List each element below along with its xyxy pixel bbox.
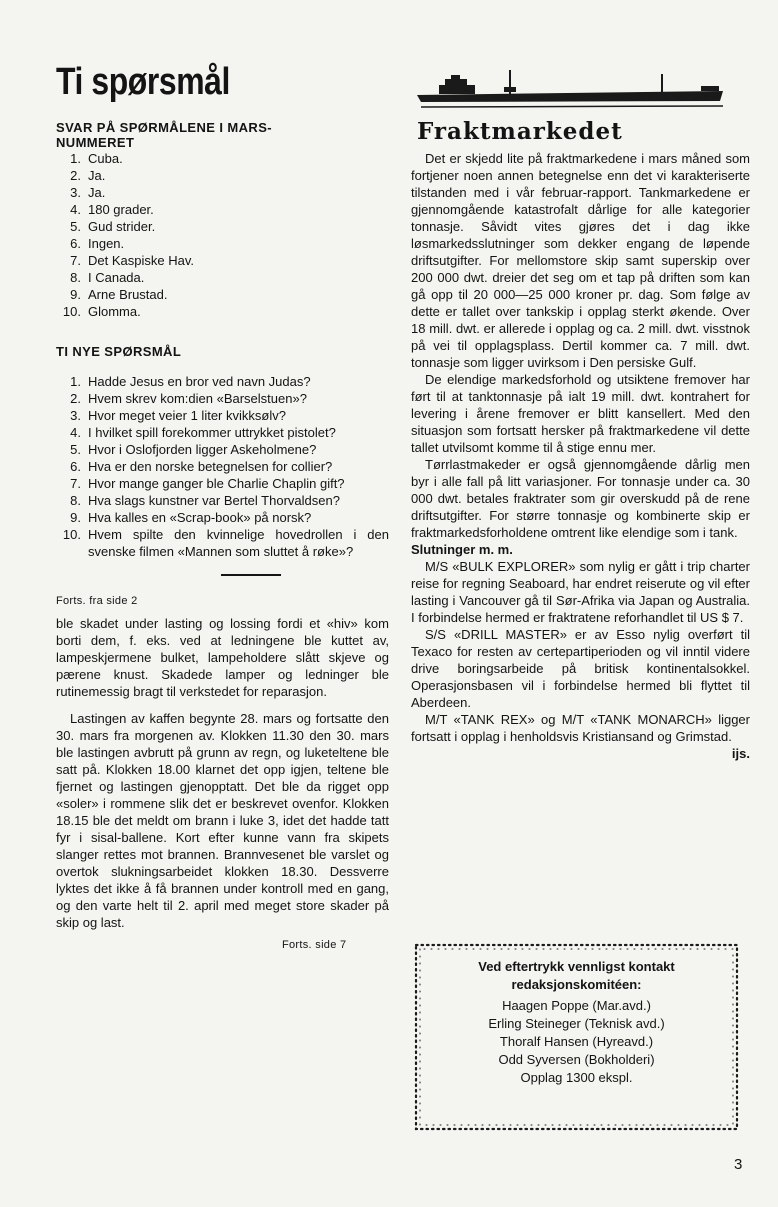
item-number: 2.: [70, 168, 81, 183]
committee-member: Odd Syversen (Bokholderi): [498, 1052, 655, 1067]
divider-rule: [221, 574, 281, 576]
paragraph-text: M/T «TANK REX» og M/T «TANK MONARCH» ligger fortsatt i opplag i henholdsvis Kristiansand og Grimstad.: [411, 712, 750, 744]
list-item: [56, 509, 389, 526]
box-heading-line1: Ved eftertrykk vennligst kontakt: [478, 959, 675, 974]
answers-heading: [56, 120, 389, 150]
freight-market-title: Fraktmarkedet: [417, 118, 623, 145]
committee-members: [427, 997, 726, 1069]
ship-icon: [411, 64, 731, 114]
list-item: [56, 526, 389, 560]
list-item: [56, 441, 389, 458]
item-number: 10.: [62, 527, 81, 542]
item-number: 9.: [70, 287, 81, 302]
item-number: 8.: [70, 493, 81, 508]
paragraph: Det er skjedd lite på fraktmarkedene i mars måned som fortjener noen annen betegnelse enn det vi karakteriserte tilstanden med i vår februar-rapport. Tankmarkedene er gjennomgående katastrofalt dårlige for alle kategorier tonnasje. Såvidt vites gjøres det i dag ikke løsmarkedsslutninger som dekker engang de løpende driftsutgifter. For mellomstore skip samt superskip over 200 000 dwt. dreier det seg om et tap på driften som kan gå opp til 20 000—25 000 kroner pr. dag. Som følge av dette er tallet over tankskip i opplag sterkt økende. Over 18 mill. dwt. er allerede i opplag og ca. 2 mill. dwt. visstnok på vei til opplagsplass. Dertil kommer ca. 7 mill. dwt. tonnasje som ligger uvirksom i Den persiske Gulf.: [411, 151, 750, 370]
questions-list: [56, 373, 389, 560]
answers-list: [56, 150, 389, 320]
list-item: [56, 303, 389, 320]
item-number: 3.: [70, 185, 81, 200]
item-text: Glomma.: [88, 304, 141, 319]
item-text: 180 grader.: [88, 202, 154, 217]
item-number: 5.: [70, 442, 81, 457]
list-item: [56, 167, 389, 184]
list-item: [56, 150, 389, 167]
item-text: Gud strider.: [88, 219, 156, 234]
list-item: [56, 373, 389, 390]
item-number: 1.: [70, 374, 81, 389]
left-column: [56, 60, 389, 951]
circulation: Opplag 1300 ekspl.: [520, 1070, 633, 1085]
item-number: 1.: [70, 151, 81, 166]
committee-member: Haagen Poppe (Mar.avd.): [502, 998, 651, 1013]
item-text: Arne Brustad.: [88, 287, 168, 302]
committee-member: Thoralf Hansen (Hyreavd.): [499, 1034, 654, 1049]
item-number: 10.: [62, 304, 81, 319]
item-number: 4.: [70, 202, 81, 217]
page-number: 3: [734, 1156, 743, 1173]
item-text: Ja.: [88, 185, 106, 200]
list-item: [56, 390, 389, 407]
item-number: 2.: [70, 391, 81, 406]
list-item: [56, 235, 389, 252]
paragraph: ble skadet under lasting og lossing fordi et «hiv» kom borti dem, f. eks. ved at ledningene ble kuttet av, lampeskjermene bulket, lampeholdere slått skjeve og pærene knust. Skadede lamper og ledninger ble rutinemessig bragt til verkstedet for reparasjon.: [56, 616, 389, 699]
item-text: Hvor i Oslofjorden ligger Askeholmene?: [88, 442, 317, 457]
list-item: [56, 218, 389, 235]
item-number: 7.: [70, 476, 81, 491]
paragraph: M/S «BULK EXPLORER» som nylig er gått i trip charter reise for regning Seaboard, har endret reiserute og vil efter lasting i Vancouver gå til Sør-Afrika via Japan og Australia. I forbindelse hermed er fraktratene reforhandlet til US $ 7.: [411, 559, 750, 625]
questions-heading: TI NYE SPØRSMÅL: [56, 344, 182, 359]
answers-heading-line2: NUMMERET: [56, 135, 135, 150]
paragraph: Tørrlastmakeder er også gjennomgående dårlig men byr i alle fall på litt variasjoner. For tonnasje under ca. 30 000 dwt. betales fraktrater som gir overskudd på de rene driftsutgifter. For større tonnasje og kombinerte skip er fraktmarkedsforholdene omtrent like elendige som i tank.: [411, 457, 750, 540]
signature: ijs.: [731, 746, 750, 761]
item-text: Hva er den norske betegnelsen for collier?: [88, 459, 333, 474]
item-text: Hva kalles en «Scrap-book» på norsk?: [88, 510, 312, 525]
list-item: [56, 458, 389, 475]
item-text: Hvor meget veier 1 liter kvikksølv?: [88, 408, 286, 423]
item-text: Hadde Jesus en bror ved navn Judas?: [88, 374, 311, 389]
item-text: I hvilket spill forekommer uttrykket pistolet?: [88, 425, 336, 440]
right-column: [411, 64, 750, 762]
list-item: [56, 201, 389, 218]
item-text: Hvem skrev kom:dien «Barselstuen»?: [88, 391, 307, 406]
list-item: [56, 252, 389, 269]
answers-heading-line1: SVAR PÅ SPØRMÅLENE I MARS-: [56, 120, 273, 135]
item-text: Hvem spilte den kvinnelige hovedrollen i den svenske filmen «Mannen som sluttet å røke»?: [88, 527, 389, 559]
paragraph: [411, 711, 750, 761]
list-item: [56, 475, 389, 492]
subheading: Slutninger m. m.: [411, 542, 513, 557]
item-text: Det Kaspiske Hav.: [88, 253, 194, 268]
item-text: Ingen.: [88, 236, 125, 251]
quiz-title: Ti spørsmål: [56, 61, 230, 103]
item-number: 3.: [70, 408, 81, 423]
paragraph: S/S «DRILL MASTER» er av Esso nylig overført til Texaco for resten av certepartiperioden og vil inntil videre drive boringsarbeide på britisk kontinentalsokkel. Operasjonsbasen vil i forbindelse hermed bli flyttet til Aberdeen.: [411, 627, 750, 710]
continued-to: Forts. side 7: [282, 939, 347, 951]
freight-article: [411, 150, 750, 761]
item-number: 4.: [70, 425, 81, 440]
article-continuation: [56, 615, 389, 931]
item-text: Hva slags kunstner var Bertel Thorvaldsen?: [88, 493, 340, 508]
item-text: Cuba.: [88, 151, 123, 166]
list-item: [56, 184, 389, 201]
item-number: 6.: [70, 459, 81, 474]
list-item: [56, 269, 389, 286]
continued-from: Forts. fra side 2: [56, 595, 138, 607]
item-text: I Canada.: [88, 270, 145, 285]
committee-member: Erling Steineger (Teknisk avd.): [488, 1016, 665, 1031]
item-number: 6.: [70, 236, 81, 251]
paragraph: De elendige markedsforhold og utsiktene fremover har ført til at tanktonnasje på ialt 19 mill. dwt. kontrahert for levering i årene fremover er blitt kansellert. Med den situasjon som fortsatt hersker på fraktmarkedene vil dette tallet utvilsomt komme til å stige ennu mer.: [411, 372, 750, 455]
paragraph: Lastingen av kaffen begynte 28. mars og fortsatte den 30. mars fra morgenen av. Klokken 11.30 den 30. mars ble lastingen avbrutt på grunn av regn, og luketeltene ble satt på. Klokken 18.00 klarnet det opp igjen, teltene ble fjernet og lastingen gjenopptatt. Det ble da rigget opp «soler» i rommene slik det er beskrevet ovenfor. Klokken 18.15 ble det meldt om brann i luke 3, idet det hadde tatt fyr i sisal-ballene. Kort efter kunne vann fra skipets slanger rettes mot brannen. Brannvesenet ble varslet og overtok slukningsarbeidet klokken 18.30. Dessverre lyktes det ikke å få brannen under kontroll med en gang, og den varte helt til 2. april med meget store skader på skip og last.: [56, 711, 389, 930]
list-item: [56, 407, 389, 424]
item-number: 8.: [70, 270, 81, 285]
box-heading-line2: redaksjonskomitéen:: [511, 977, 642, 992]
list-item: [56, 492, 389, 509]
item-text: Hvor mange ganger ble Charlie Chaplin gift?: [88, 476, 345, 491]
item-number: 5.: [70, 219, 81, 234]
box-content: [427, 958, 726, 1087]
list-item: [56, 424, 389, 441]
item-number: 7.: [70, 253, 81, 268]
item-text: Ja.: [88, 168, 106, 183]
editorial-committee-box: [413, 942, 740, 1132]
list-item: [56, 286, 389, 303]
item-number: 9.: [70, 510, 81, 525]
